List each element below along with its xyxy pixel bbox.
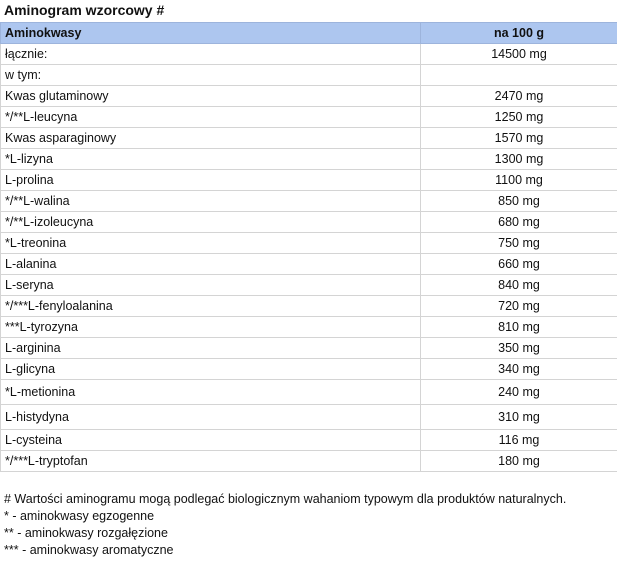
amino-acid-name: Kwas asparaginowy bbox=[1, 128, 421, 149]
amino-acid-value: 680 mg bbox=[421, 212, 617, 233]
footnote-disclaimer: # Wartości aminogramu mogą podlegać biologicznym wahaniom typowym dla produktów naturalnych. bbox=[4, 492, 567, 506]
amino-acid-name: *L-metionina bbox=[1, 380, 421, 405]
amino-acid-name: L-alanina bbox=[1, 254, 421, 275]
amino-acid-value: 1570 mg bbox=[421, 128, 617, 149]
amino-acid-name: L-glicyna bbox=[1, 359, 421, 380]
table-row bbox=[1, 451, 617, 472]
subheader-row bbox=[1, 65, 617, 86]
table-row bbox=[1, 233, 617, 254]
total-label: łącznie: bbox=[1, 44, 421, 65]
amino-acid-value: 840 mg bbox=[421, 275, 617, 296]
table-row bbox=[1, 128, 617, 149]
amino-acid-name: */**L-walina bbox=[1, 191, 421, 212]
table-row bbox=[1, 317, 617, 338]
amino-acid-name: */**L-leucyna bbox=[1, 107, 421, 128]
amino-acid-value: 2470 mg bbox=[421, 86, 617, 107]
table-row bbox=[1, 405, 617, 430]
amino-acid-name: L-arginina bbox=[1, 338, 421, 359]
table-row bbox=[1, 275, 617, 296]
footnote-aromatic: *** - aminokwasy aromatyczne bbox=[4, 543, 174, 557]
amino-acid-value: 350 mg bbox=[421, 338, 617, 359]
amino-acid-value: 116 mg bbox=[421, 430, 617, 451]
amino-acid-value: 240 mg bbox=[421, 380, 617, 405]
amino-acid-value: 1100 mg bbox=[421, 170, 617, 191]
table-row bbox=[1, 380, 617, 405]
table-row bbox=[1, 359, 617, 380]
subheader-label: w tym: bbox=[1, 65, 421, 86]
table-row bbox=[1, 191, 617, 212]
page-title: Aminogram wzorcowy # bbox=[4, 2, 165, 18]
footnote-branched: ** - aminokwasy rozgałęzione bbox=[4, 526, 168, 540]
amino-acid-name: *L-lizyna bbox=[1, 149, 421, 170]
table-row bbox=[1, 212, 617, 233]
amino-acid-name: */**L-izoleucyna bbox=[1, 212, 421, 233]
amino-acid-value: 720 mg bbox=[421, 296, 617, 317]
amino-acid-value: 310 mg bbox=[421, 405, 617, 430]
amino-acid-name: *L-treonina bbox=[1, 233, 421, 254]
total-value: 14500 mg bbox=[421, 44, 617, 65]
footnotes bbox=[4, 491, 566, 559]
amino-acid-value: 750 mg bbox=[421, 233, 617, 254]
amino-acid-value: 660 mg bbox=[421, 254, 617, 275]
amino-acid-name: Kwas glutaminowy bbox=[1, 86, 421, 107]
subheader-empty-cell bbox=[421, 65, 617, 86]
column-header-amino-acids: Aminokwasy bbox=[1, 23, 421, 44]
amino-acid-value: 180 mg bbox=[421, 451, 617, 472]
total-row bbox=[1, 44, 617, 65]
table-row bbox=[1, 296, 617, 317]
table-row bbox=[1, 430, 617, 451]
amino-acid-name: L-histydyna bbox=[1, 405, 421, 430]
amino-acid-name: L-prolina bbox=[1, 170, 421, 191]
amino-acid-name: ***L-tyrozyna bbox=[1, 317, 421, 338]
aminogram-table bbox=[0, 22, 617, 472]
table-header-row bbox=[1, 23, 617, 44]
amino-acid-value: 1250 mg bbox=[421, 107, 617, 128]
amino-acid-name: L-seryna bbox=[1, 275, 421, 296]
table-row bbox=[1, 107, 617, 128]
amino-acid-name: */***L-fenyloalanina bbox=[1, 296, 421, 317]
column-header-per-100g: na 100 g bbox=[421, 23, 617, 44]
amino-acid-name: */***L-tryptofan bbox=[1, 451, 421, 472]
amino-acid-value: 340 mg bbox=[421, 359, 617, 380]
amino-acid-value: 810 mg bbox=[421, 317, 617, 338]
amino-acid-value: 850 mg bbox=[421, 191, 617, 212]
table-row bbox=[1, 338, 617, 359]
footnote-exogenous: * - aminokwasy egzogenne bbox=[4, 509, 155, 523]
amino-acid-value: 1300 mg bbox=[421, 149, 617, 170]
amino-acid-name: L-cysteina bbox=[1, 430, 421, 451]
table-row bbox=[1, 149, 617, 170]
table-row bbox=[1, 254, 617, 275]
table-row bbox=[1, 170, 617, 191]
table-row bbox=[1, 86, 617, 107]
